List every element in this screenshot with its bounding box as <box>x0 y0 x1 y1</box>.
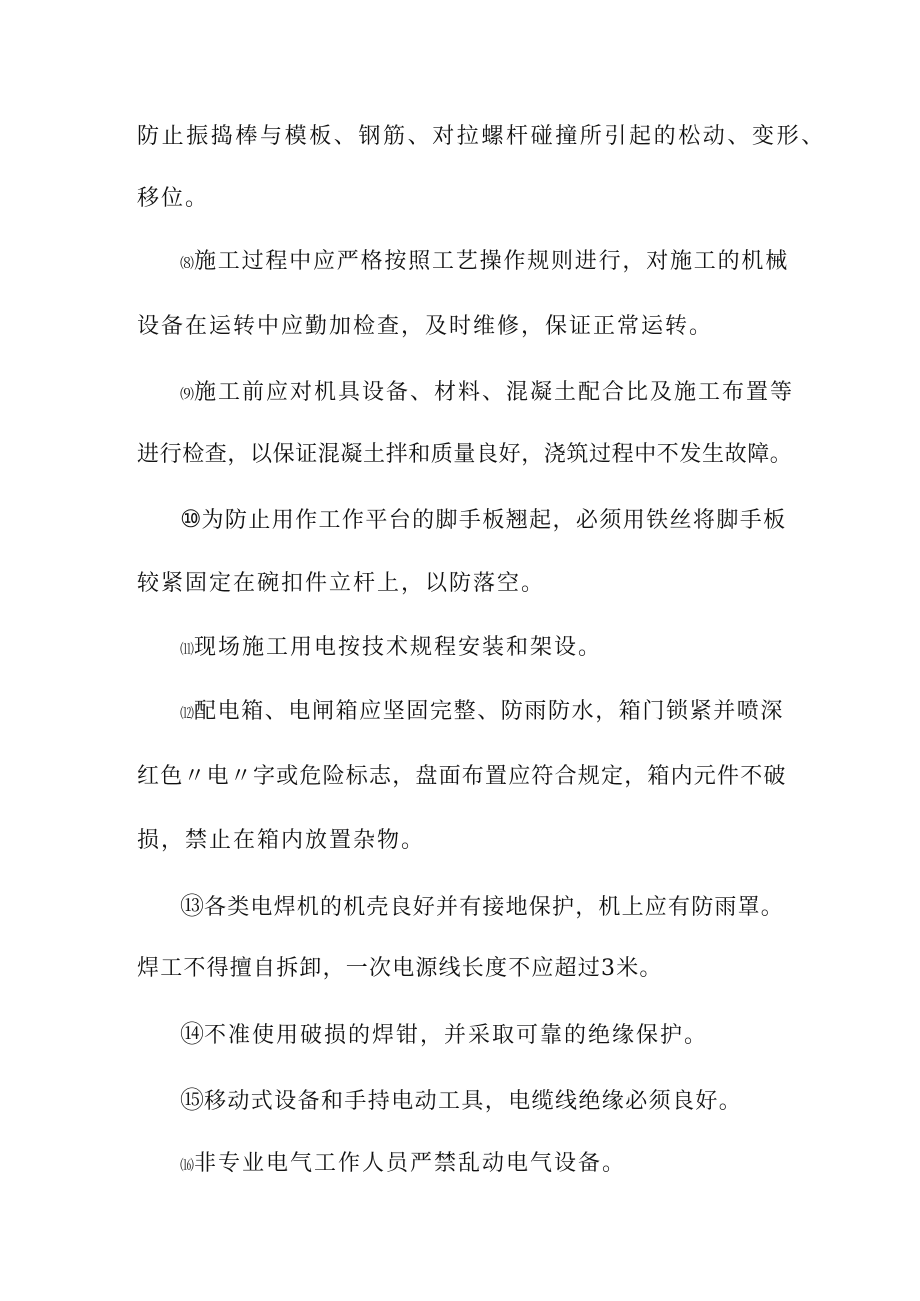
line-text: 进行检查，以保证混凝土拌和质量良好，浇筑过程中不发生故障。 <box>137 442 793 467</box>
list-item-8 <box>180 247 789 279</box>
line-text: 移动式设备和手持电动工具，电缆线绝缘必须良好。 <box>204 1089 743 1114</box>
line-text: 各类电焊机的机壳良好并有接地保护，机上应有防雨罩。 <box>204 895 785 920</box>
line-text: 不准使用破损的焊钳，并采取可靠的绝缘保护。 <box>204 1023 709 1048</box>
paragraph-line <box>137 122 826 152</box>
list-item-14 <box>180 1019 708 1051</box>
list-item-16 <box>180 1149 626 1181</box>
list-item-9 <box>180 378 794 410</box>
line-text: 较紧固定在碗扣件立杆上，以防落空。 <box>137 571 546 596</box>
paragraph-line <box>137 762 787 792</box>
item-number: ⑿ <box>180 706 194 722</box>
list-item-12 <box>180 697 784 729</box>
paragraph-line <box>137 440 792 470</box>
line-text: 为防止用作工作平台的脚手板翘起，必须用铁丝将脚手板 <box>201 508 787 533</box>
item-number: ⑮ <box>180 1086 204 1114</box>
item-number: ⑩ <box>180 505 202 533</box>
line-text: 施工过程中应严格按照工艺操作规则进行，对施工的机械 <box>194 249 790 274</box>
list-item-13 <box>180 891 784 923</box>
paragraph-line <box>137 569 545 599</box>
line-text: 损，禁止在箱内放置杂物。 <box>137 828 426 853</box>
line-text: 防止振捣棒与模板、钢筋、对拉螺杆碰撞所引起的松动、变形、 <box>137 124 826 149</box>
line-text: 配电箱、电闸箱应坚固完整、防雨防水，箱门锁紧并喷深 <box>194 699 785 724</box>
list-item-10 <box>180 504 787 536</box>
paragraph-line <box>137 826 425 856</box>
line-text: 红色〃电〃字或危险标志，盘面布置应符合规定，箱内元件不破 <box>137 764 787 789</box>
item-number: ⒃ <box>180 1158 194 1174</box>
line-text: 移位。 <box>137 186 210 211</box>
paragraph-line <box>137 312 713 342</box>
item-number: ⑼ <box>180 387 194 403</box>
paragraph-line <box>137 954 663 984</box>
line-text: 设备在运转中应勤加检查，及时维修，保证正常运转。 <box>137 314 714 339</box>
line-text: 现场施工用电按技术规程安装和架设。 <box>194 635 603 660</box>
line-text: 施工前应对机具设备、材料、混凝土配合比及施工布置等 <box>194 380 795 405</box>
paragraph-line <box>137 184 209 214</box>
line-text: 焊工不得擅自拆卸，一次电源线长度不应超过3米。 <box>137 956 663 981</box>
list-item-11 <box>180 633 602 665</box>
item-number: ⑬ <box>180 892 204 920</box>
item-number: ⑭ <box>180 1020 204 1048</box>
line-text: 非专业电气工作人员严禁乱动电气设备。 <box>194 1151 627 1176</box>
item-number: ⑻ <box>180 256 194 272</box>
item-number: ⑾ <box>180 642 194 658</box>
list-item-15 <box>180 1085 742 1117</box>
